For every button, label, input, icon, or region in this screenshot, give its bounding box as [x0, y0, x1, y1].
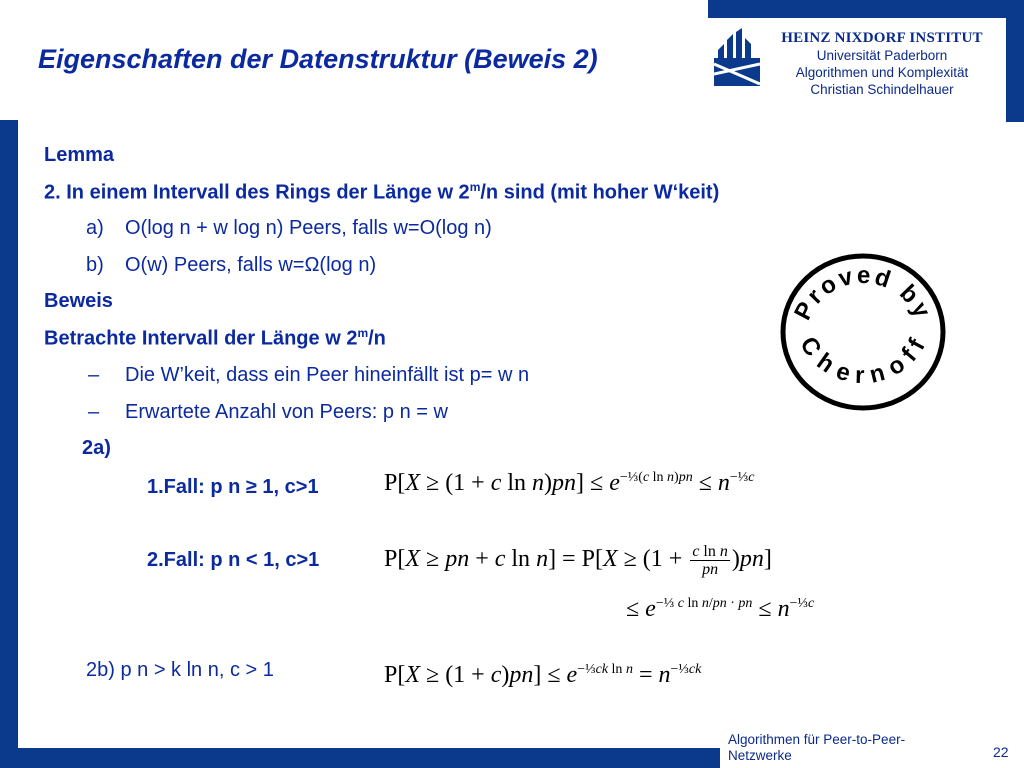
footer-course-title [728, 732, 905, 764]
case-2a-label: 2a) [82, 437, 111, 459]
department-name: Algorithmen und Komplexität [795, 65, 969, 80]
institute-block [766, 30, 998, 98]
betrachte-line [44, 326, 386, 351]
formula-case-1: P[X ≥ (1 + c $\ln n)pn] \le e^{-\frac{1}{3}(c ln n)pn} \le n^{-\frac{1}{3}c}$ [384, 470, 755, 496]
betrachte-text-pre: Betrachte Intervall der Länge w 2 [44, 327, 358, 350]
proved-by-chernoff-stamp [778, 252, 948, 412]
university-name: Universität Paderborn [816, 48, 948, 63]
stamp-top-text: Proved by [789, 261, 937, 325]
item-b-text: O(w) Peers, falls w=Ω(log n) [125, 254, 377, 276]
lemma-item-2 [44, 180, 719, 205]
fall-2-label: 2.Fall: p n < 1, c>1 [147, 549, 320, 571]
formula-case-2-line-2: ≤ $e^{-\frac{1}{3} c ln n/pn \cdot pn} \le n^{-\frac{1}{3}c}$ [626, 596, 815, 622]
institute-name: HEINZ NIXDORF INSTITUT [781, 30, 983, 46]
bullet-2-dash: – [88, 401, 100, 423]
hni-logo-icon [714, 28, 760, 86]
footer-course-line-2: Netzwerke [728, 748, 792, 763]
betrachte-sup: m [357, 326, 369, 340]
footer-course-line-1: Algorithmen für Peer-to-Peer- [728, 732, 906, 747]
betrachte-text-post: /n [368, 327, 386, 350]
formula-case-2b: $P[X \ge (1 + c)pn] \le e^{-\frac{1}{3}ck ln n} = n^{-\frac{1}{3}ck}$ [384, 662, 702, 688]
bottom-frame-bar [0, 748, 720, 768]
formula-case-2-line-1: P[X ≥ pn + c ln n] = P[X ≥ (1 + $\frac{\text{c ln n}}{pn}$ )pn] [384, 543, 772, 578]
bullet-1-dash: – [88, 364, 100, 386]
page-number: 22 [993, 744, 1009, 760]
bullet-2-text: Erwartete Anzahl von Peers: p n = w [125, 401, 448, 423]
beweis-heading: Beweis [44, 290, 113, 312]
page-title: Eigenschaften der Datenstruktur (Beweis 2) [38, 44, 598, 74]
item-a-label: a) [86, 217, 104, 239]
lemma-heading: Lemma [44, 144, 115, 166]
right-frame-bar [1006, 0, 1024, 122]
bullet-1-text: Die W’keit, dass ein Peer hineinfällt ist p= w n [125, 364, 530, 386]
item-b-label: b) [86, 254, 104, 276]
item2-text-pre: 2. In einem Intervall des Rings der Länge w 2 [44, 181, 470, 204]
item2-text-post: /n sind (mit hoher W‘keit) [480, 181, 720, 204]
top-frame-bar [708, 0, 1024, 18]
author-name: Christian Schindelhauer [810, 82, 954, 97]
item2-sup: m [469, 180, 481, 194]
left-frame-bar [0, 120, 18, 748]
case-2b-label: 2b) p n > k ln n, c > 1 [86, 659, 274, 681]
fall-1-label: 1.Fall: p n ≥ 1, c>1 [147, 476, 319, 498]
item-a-text: O(log n + w log n) Peers, falls w=O(log n) [125, 217, 492, 239]
stamp-bottom-text: Chernoff [794, 331, 933, 390]
